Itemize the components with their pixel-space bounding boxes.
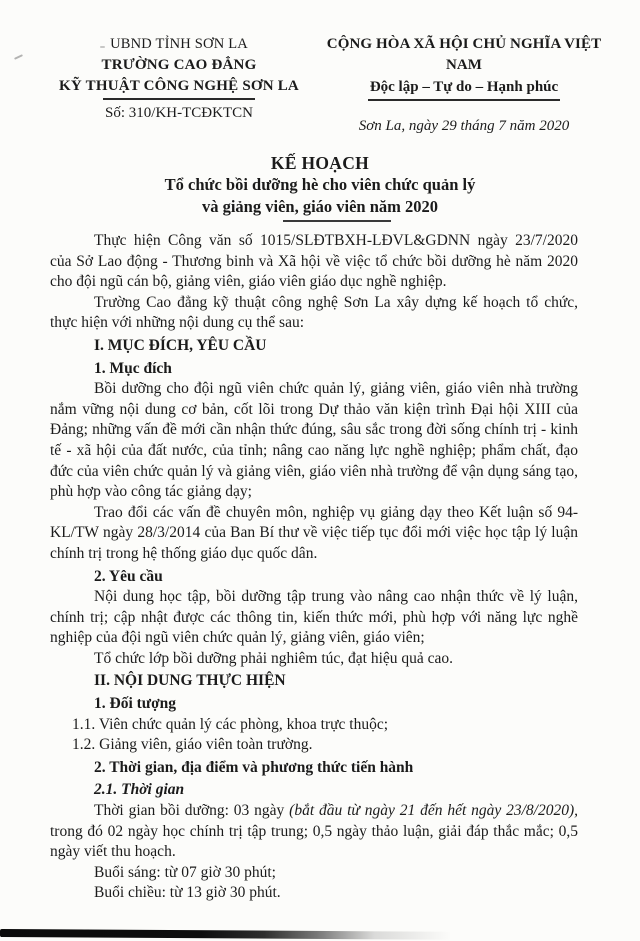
subjects-heading: 1. Đối tượng	[94, 695, 177, 713]
purpose-paragraph-2: Trao đổi các vấn đề chuyên môn, nghiệp vụ giảng dạy theo Kết luận số 94-KL/TW ngày 28/3/2014 của Ban Bí thư về việc tiếp tục đổi mới việc học tập lý luận chính trị trong hệ thống giáo dục quốc dân.	[50, 503, 578, 562]
issuer-block	[34, 34, 324, 137]
national-motto: Độc lập – Tự do – Hạnh phúc	[368, 77, 560, 101]
intro-paragraph-1: Thực hiện Công văn số 1015/SLĐTBXH-LĐVL&GDNN ngày 23/7/2020 của Sở Lao động - Thương binh và Xã hội về việc tổ chức bồi dưỡng hè năm 2020 cho đội ngũ cán bộ, giảng viên, giáo viên giáo dục nghề nghiệp.	[50, 232, 578, 291]
issuer-org-line2: KỸ THUẬT CÔNG NGHỆ SƠN LA	[59, 78, 299, 94]
time-sub-heading: 2.1. Thời gian	[94, 781, 185, 799]
section1-heading: I. MỤC ĐÍCH, YÊU CẦU	[94, 336, 267, 354]
requirement-paragraph-1: Nội dung học tập, bồi dưỡng tập trung vào nâng cao nhận thức về lý luận, chính trị; cập nhật được các thông tin, kiến thức mới, phù hợp với năng lực nghề nghiệp của đội ngũ viên chức quản lý, giảng viên, giáo viên;	[50, 588, 578, 647]
issuer-parent-org: UBND TỈNH SƠN LA	[110, 36, 248, 52]
purpose-paragraph-1: Bồi dưỡng cho đội ngũ viên chức quản lý, giảng viên, giáo viên nhà trường nắm vững nội dung cơ bản, cốt lõi trong Dự thảo văn kiện trình Đại hội XIII của Đảng; những vấn đề mới cần nhận thức đúng, sâu sắc trong đời sống chính trị - kinh tế - xã hội của đất nước, của tỉnh; nâng cao năng lực nghề nghiệp; phẩm chất, đạo đức của viên chức quản lý và giảng viên, giáo viên nhà trường để vận dụng sáng tạo, phù hợp vào công tác giảng dạy;	[50, 380, 578, 501]
title-underline-rule	[283, 220, 391, 222]
document-number: Số: 310/KH-TCĐKTCN	[105, 105, 253, 121]
afternoon-session-line: Buổi chiều: từ 13 giờ 30 phút.	[94, 884, 281, 902]
document-title-block	[0, 152, 640, 222]
scan-shadow-artifact	[0, 929, 480, 940]
time-paragraph-suffix: trong đó 02 ngày học chính trị tập trung; 0,5 ngày thảo luận, giải đáp thắc mắc; 0,5 ngày viết thu hoạch.	[50, 822, 578, 861]
morning-session-line: Buổi sáng: từ 07 giờ 30 phút;	[94, 863, 276, 881]
national-block	[324, 34, 640, 137]
place-dateline: Sơn La, ngày 29 tháng 7 năm 2020	[358, 118, 570, 134]
requirement-paragraph-2: Tổ chức lớp bồi dưỡng phải nghiêm túc, đạt hiệu quả cao.	[94, 649, 454, 667]
document-kind-title: KẾ HOẠCH	[270, 153, 370, 173]
time-paragraph-prefix: Thời gian bồi dưỡng: 03 ngày	[94, 802, 290, 820]
intro-paragraph-2: Trường Cao đẳng kỹ thuật công nghệ Sơn La xây dựng kế hoạch tổ chức, thực hiện với những nội dung cụ thể sau:	[50, 293, 578, 332]
requirement-heading: 2. Yêu cầu	[94, 567, 163, 585]
time-paragraph-italic-range: (bắt đầu từ ngày 21 đến hết ngày 23/8/2020),	[289, 802, 579, 820]
issuer-underline-rule	[103, 98, 255, 100]
document-header	[0, 0, 640, 137]
scan-artifact-speck	[100, 46, 105, 48]
time-place-heading: 2. Thời gian, địa điểm và phương thức tiến hành	[94, 758, 414, 776]
subject-item-2: 1.2. Giảng viên, giáo viên toàn trường.	[72, 736, 313, 754]
document-subject-line2: và giảng viên, giáo viên năm 2020	[201, 197, 439, 216]
country-name: CỘNG HÒA XÃ HỘI CHỦ NGHĨA VIỆT NAM	[326, 36, 602, 73]
subject-item-1: 1.1. Viên chức quản lý các phòng, khoa trực thuộc;	[72, 715, 389, 733]
section2-heading: II. NỘI DUNG THỰC HIỆN	[94, 672, 286, 690]
document-body	[0, 222, 640, 904]
purpose-heading: 1. Mục đích	[94, 359, 172, 377]
time-paragraph	[50, 801, 578, 863]
document-subject-line1: Tổ chức bồi dưỡng hè cho viên chức quản lý	[164, 175, 476, 194]
issuer-org-line1: TRƯỜNG CAO ĐẲNG	[101, 57, 257, 73]
